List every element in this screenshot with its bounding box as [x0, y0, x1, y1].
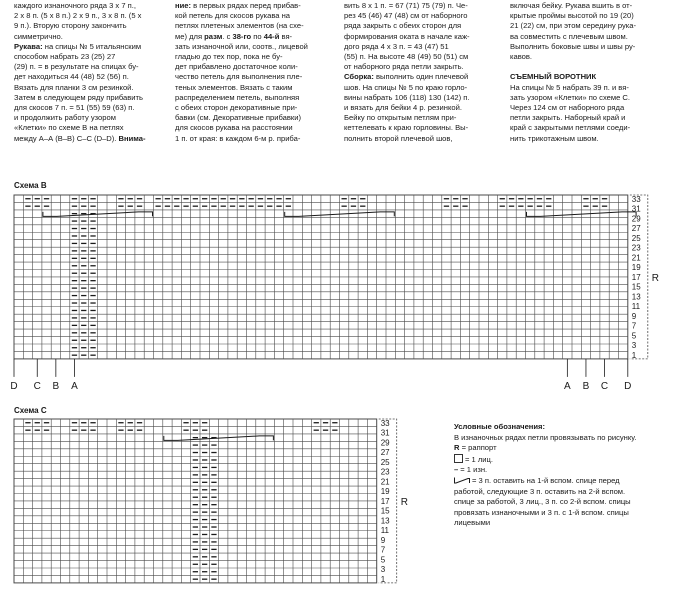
- text-run: зать изнаночной или, соотв., лицевой: [175, 41, 308, 51]
- scheme_b-row-number: 27: [631, 224, 641, 234]
- scheme_b-row-number: 15: [631, 282, 641, 292]
- section-marker: A: [71, 380, 78, 392]
- text-run: вить 8 х 1 п. = 67 (71) 75 (79) п. Че-: [344, 1, 468, 10]
- scheme_c-row-number: 29: [380, 438, 390, 448]
- section-marker: D: [10, 380, 18, 392]
- text-run: кавов.: [510, 52, 533, 62]
- text-run: на спицы № 5 итальянским: [42, 41, 142, 51]
- text-run: 2 х 8 п. (5 х 8 п.) 2 х 9 п., 3 х 8 п. (5 х: [14, 11, 142, 21]
- scheme_b-row-number: 33: [631, 195, 641, 204]
- purl-dash-icon: –: [454, 465, 459, 475]
- text-run: петли закрыть. Наборный край и: [510, 113, 626, 123]
- scheme_c-row-number: 13: [380, 516, 390, 526]
- text-run: в первых рядах перед прибав-: [191, 1, 301, 10]
- section-marker: B: [582, 380, 590, 392]
- legend-note: В изнаночных рядах петли провязывать по рисунку.: [454, 432, 637, 442]
- legend-repeat: [454, 443, 636, 454]
- text-run: петлях плетеных элементов (на схе-: [175, 21, 304, 31]
- legend-cable-line-2: работой, следующие 3 п. оставить на 2-й вспом.: [454, 486, 626, 496]
- text-run: зать узором «Клетки» по схеме С.: [510, 92, 631, 102]
- text-run: «Клетки» по схеме В на петлях: [14, 123, 124, 133]
- text-run: вя-: [279, 31, 293, 41]
- scheme_b-row-number: 31: [631, 204, 641, 214]
- text-run: и вязать для бейки 4 р. резинкой.: [344, 103, 462, 113]
- text-run: кеттелевать к краю горловины. Вы-: [344, 123, 469, 133]
- legend-repeat-letter: R: [454, 443, 460, 453]
- bold-text: Сборка:: [344, 72, 374, 82]
- scheme_c-row-number: 23: [380, 467, 390, 477]
- text-run: включая бейку. Рукава вшить в от-: [510, 1, 633, 10]
- text-run: ряда закрыть с обеих сторон для: [344, 21, 462, 31]
- text-run: для скосов рукава на расстоянии: [175, 123, 293, 133]
- scheme_c-row-number: 1: [380, 574, 386, 584]
- cable-symbol-icon: [454, 477, 470, 484]
- section-marker: D: [624, 380, 632, 392]
- scheme-c-title: Схема С: [14, 406, 47, 415]
- knit-square-icon: [454, 454, 463, 463]
- scheme_c-row-number: 11: [380, 526, 390, 536]
- scheme_b-row-number: 19: [631, 263, 641, 273]
- scheme_c-row-number: 7: [380, 545, 386, 555]
- scheme_c-row-number: 31: [380, 428, 390, 438]
- text-run: и продолжить работу узором: [14, 113, 116, 123]
- text-run: от наборного ряда петли закрыть.: [344, 62, 464, 72]
- legend-cable-line-3: спице за работой, 3 лиц., 3 п. со 2-й вспом. спицы: [454, 497, 631, 507]
- text-run: 1 п. от края: в каждом 6-м р. приба-: [175, 133, 301, 143]
- legend-cable-line-1: = 3 п. оставить на 1-й вспом. спице перед: [472, 475, 620, 485]
- text-run: (29) п. = в результате на спицах бу-: [14, 62, 139, 72]
- text-run: Вязать для планки 3 см резинкой.: [14, 82, 134, 92]
- legend-cable-line-5: лицевыми: [454, 518, 491, 528]
- text-run: дет находиться 44 (48) 52 (56) п.: [14, 72, 129, 82]
- text-run: . с: [222, 31, 233, 41]
- text-run: полнить второй плечевой шов,: [344, 133, 453, 143]
- scheme_b-repeat-label: R: [651, 272, 660, 284]
- legend-knit-label: = 1 лиц.: [465, 454, 494, 464]
- legend-repeat-text: = раппорт: [459, 443, 497, 453]
- scheme_b-row-number: 21: [631, 253, 641, 263]
- legend: [454, 422, 636, 529]
- text-run: ва совместить с плечевым швом.: [510, 31, 628, 41]
- text-run: распределением петель, выполняя: [175, 92, 300, 102]
- text-run: дет прибавлено достаточное коли-: [175, 62, 298, 72]
- scheme_c-row-number: 19: [380, 487, 390, 497]
- text-run: 21 (22) см, при этом середину рука-: [510, 21, 636, 31]
- scheme_b-row-number: 1: [631, 350, 637, 360]
- scheme_c-repeat-label: R: [400, 496, 408, 508]
- scheme_b-row-number: 7: [631, 321, 637, 331]
- text-run: симметрично.: [14, 31, 63, 41]
- legend-cable-line-4: провязать изнаночными и 3 п. с 1-й вспом. спицы: [454, 507, 629, 517]
- legend-purl-label: = 1 изн.: [460, 465, 488, 475]
- text-run: Затем в следующем ряду прибавить: [14, 92, 143, 102]
- text-run: ме) для: [175, 31, 205, 41]
- section-marker: B: [52, 380, 60, 392]
- section-marker: A: [564, 380, 571, 392]
- text-run: нить трикотажным швом.: [510, 133, 599, 143]
- scheme_c-row-number: 25: [380, 457, 390, 467]
- text-run: каждого изнаночного ряда 3 х 7 п.,: [14, 1, 137, 10]
- bold-text: ние:: [175, 1, 192, 10]
- text-run: Через 124 см от наборного ряда: [510, 103, 625, 113]
- text-run: способом набрать 23 (25) 27: [14, 52, 116, 62]
- legend-title: Условные обозначения:: [454, 422, 546, 431]
- text-run: На спицы № 5 набрать 39 п. и вя-: [510, 82, 629, 92]
- text-run: по: [251, 31, 264, 41]
- scheme_b-row-number: 29: [631, 214, 641, 224]
- scheme_b-row-number: 9: [631, 311, 637, 321]
- text-run: рез 45 (46) 47 (48) см от наборного: [344, 11, 468, 21]
- section-marker: C: [600, 380, 609, 392]
- bold-text: СЪЕМНЫЙ ВОРОТНИК: [510, 72, 597, 82]
- text-run: выполнить один плечевой: [373, 72, 469, 82]
- text-run: Бейку по открытым петлям при-: [344, 113, 457, 123]
- scheme_b-row-number: 23: [631, 243, 641, 253]
- bold-text: 38-го: [232, 31, 252, 41]
- bold-text: 44-й: [263, 31, 280, 41]
- section-marker: C: [33, 380, 41, 392]
- text-run: чество петель для выполнения пле-: [175, 72, 303, 82]
- scheme_c-row-number: 9: [380, 535, 386, 545]
- scheme_b-row-number: 3: [631, 341, 637, 351]
- text-run: бавки (см. Декоративные прибавки): [175, 113, 301, 123]
- text-run: край с закрытыми петлями соеди-: [510, 123, 631, 133]
- scheme_c-row-number: 15: [380, 506, 390, 516]
- text-run: между А–А (В–В) С–С (D–D).: [14, 133, 119, 143]
- text-run: шов. На спицы № 5 по краю горло-: [344, 82, 468, 92]
- legend-purl: [454, 465, 636, 476]
- scheme_c-row-number: 3: [380, 565, 386, 575]
- text-run: Выполнить боковые швы и швы ру-: [510, 41, 636, 51]
- scheme_c-row-number: 17: [380, 496, 390, 506]
- legend-knit: [454, 454, 636, 466]
- bold-text: Внима-: [118, 133, 146, 143]
- bold-text: разм: [204, 31, 223, 41]
- text-run: формирования оката в начале каж-: [344, 31, 470, 41]
- scheme_c-row-number: 21: [380, 477, 390, 487]
- text-run: для скосов 7 п. = 51 (55) 59 (63) п.: [14, 103, 135, 113]
- scheme_b-row-number: 17: [631, 272, 641, 282]
- bold-text: Рукава:: [14, 41, 43, 51]
- scheme_c-row-number: 5: [380, 555, 386, 565]
- text-run: вины набрать 106 (118) 130 (142) п.: [344, 92, 470, 102]
- scheme_c-row-number: 33: [380, 419, 390, 428]
- text-run: кой петель для скосов рукава на: [175, 11, 291, 21]
- text-run: крытые проймы высотой по 19 (20): [510, 11, 634, 21]
- text-run: (55) п. На высоте 48 (49) 50 (51) см: [344, 52, 469, 62]
- scheme_b-row-number: 5: [631, 331, 637, 341]
- text-run: 9 п.). Вторую сторону закончить: [14, 21, 127, 31]
- scheme_c-row-number: 27: [380, 448, 390, 458]
- scheme-b-title: Схема В: [14, 181, 47, 190]
- legend-cable: [454, 476, 636, 487]
- scheme_b-row-number: 11: [631, 302, 641, 312]
- text-run: гладью до тех пор, пока не бу-: [175, 52, 283, 62]
- scheme_b-row-number: 13: [631, 292, 641, 302]
- text-run: дого ряда 4 х 3 п. = 43 (47) 51: [344, 41, 449, 51]
- text-run: теных элементов. Вязать с таким: [175, 82, 293, 92]
- scheme_b-row-number: 25: [631, 233, 641, 243]
- text-run: с обеих сторон декоративные при-: [175, 103, 298, 113]
